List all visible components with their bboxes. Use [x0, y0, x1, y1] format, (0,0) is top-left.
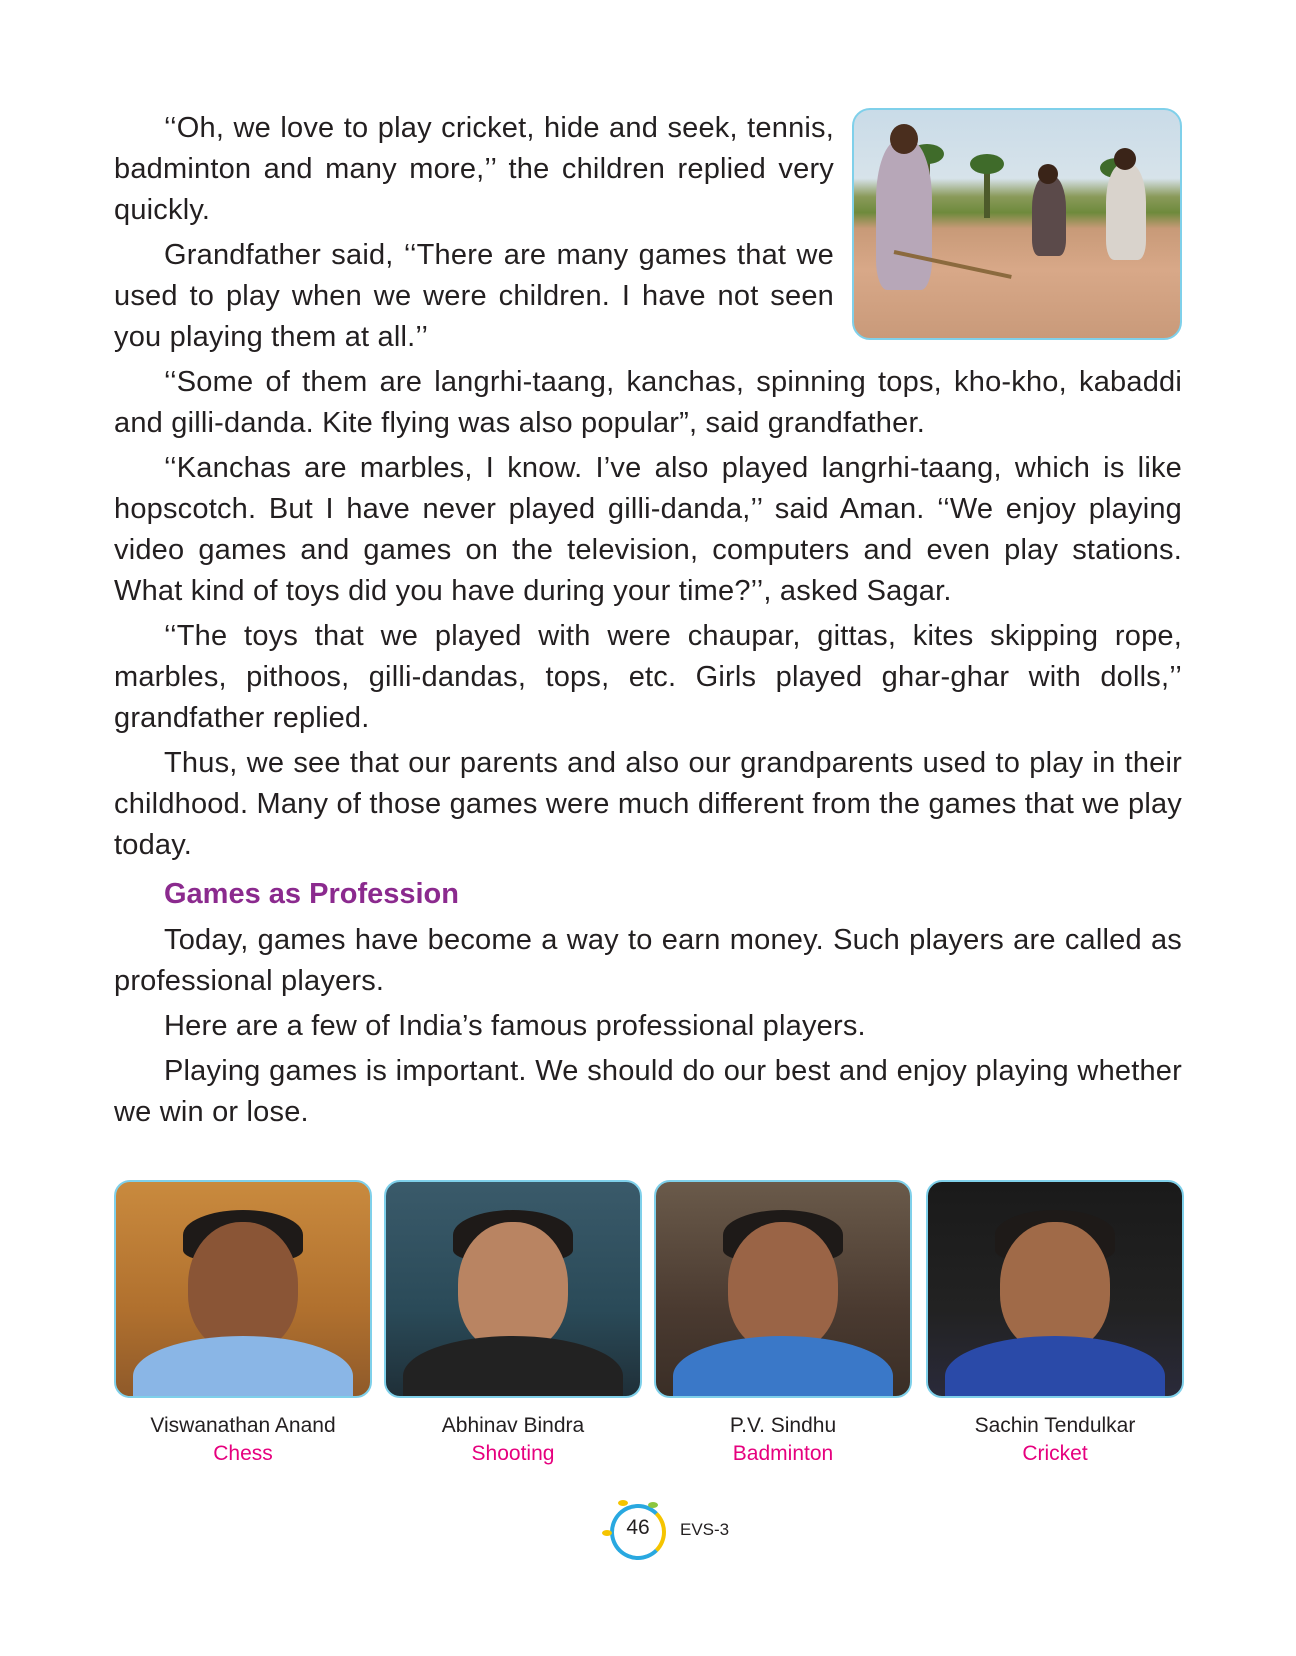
paragraph: Playing games is important. We should do our best and enjoy playing whether we win or lose.	[114, 1055, 1182, 1128]
child-batting	[876, 140, 932, 290]
page-content	[114, 108, 1182, 1137]
player-sport: Badminton	[732, 1442, 834, 1465]
players-gallery	[114, 1180, 1182, 1480]
page-footer	[600, 1500, 740, 1560]
leaf-icon	[618, 1500, 628, 1506]
shooting-jacket	[403, 1336, 623, 1398]
player-name: Viswanathan Anand	[150, 1414, 336, 1437]
paragraph: ‘‘The toys that we played with were chaupar, gittas, kites skipping rope, marbles, pithoos, gilli-dandas, tops, etc. Girls played ghar-ghar with dolls,’’ grandfather replied.	[114, 620, 1182, 734]
face	[1000, 1222, 1110, 1352]
leaf-icon	[648, 1502, 658, 1508]
paragraph: ‘‘Kanchas are marbles, I know. I’ve also played langrhi-taang, which is like hopscotch. But I have never played gilli-danda,’’ said Aman. ‘‘We enjoy playing video games and games on the television, computers and even play stations. What kind of toys did you have during your time?’’, asked Sagar.	[114, 452, 1182, 607]
player-name: Abhinav Bindra	[441, 1414, 585, 1437]
child-head	[1038, 164, 1058, 184]
player-photo	[114, 1180, 372, 1398]
player-sport: Shooting	[471, 1442, 555, 1465]
player-card	[926, 1180, 1184, 1468]
player-photo	[654, 1180, 912, 1398]
paragraph: Grandfather said, ‘‘There are many games that we used to play when we were children. I have not seen you playing them at all.’’	[114, 239, 834, 353]
child-fielder	[1106, 164, 1146, 260]
book-code: EVS-3	[680, 1520, 730, 1539]
player-sport: Chess	[213, 1442, 273, 1465]
paragraph: Today, games have become a way to earn money. Such players are called as professional players.	[114, 924, 1182, 997]
shirt	[133, 1336, 353, 1398]
paragraph: ‘‘Oh, we love to play cricket, hide and seek, tennis, badminton and many more,’’ the children replied very quickly.	[114, 112, 834, 226]
player-photo	[926, 1180, 1184, 1398]
player-name: P.V. Sindhu	[729, 1414, 837, 1437]
jersey	[673, 1336, 893, 1398]
face	[188, 1222, 298, 1352]
paragraph: Thus, we see that our parents and also our grandparents used to play in their childhood. Many of those games were much different from the games that we play today.	[114, 747, 1182, 861]
child-fielder	[1032, 176, 1066, 256]
section-heading: Games as Profession	[164, 878, 459, 910]
face	[458, 1222, 568, 1352]
player-card	[384, 1180, 642, 1468]
player-photo	[384, 1180, 642, 1398]
child-head	[890, 124, 918, 154]
face	[728, 1222, 838, 1352]
player-card	[114, 1180, 372, 1468]
jersey	[945, 1336, 1165, 1398]
intro-block	[114, 108, 1182, 358]
player-name: Sachin Tendulkar	[974, 1414, 1136, 1437]
player-card	[654, 1180, 912, 1468]
page-number: 46	[626, 1516, 650, 1539]
paragraph: ‘‘Some of them are langrhi-taang, kanchas, spinning tops, kho-kho, kabaddi and gilli-danda. Kite flying was also popular”, said grandfather.	[114, 366, 1182, 439]
palm-tree	[984, 168, 990, 218]
paragraph: Here are a few of India’s famous professional players.	[164, 1010, 866, 1042]
player-sport: Cricket	[1022, 1442, 1088, 1465]
child-head	[1114, 148, 1136, 170]
children-playing-gilli-danda-photo	[852, 108, 1182, 340]
